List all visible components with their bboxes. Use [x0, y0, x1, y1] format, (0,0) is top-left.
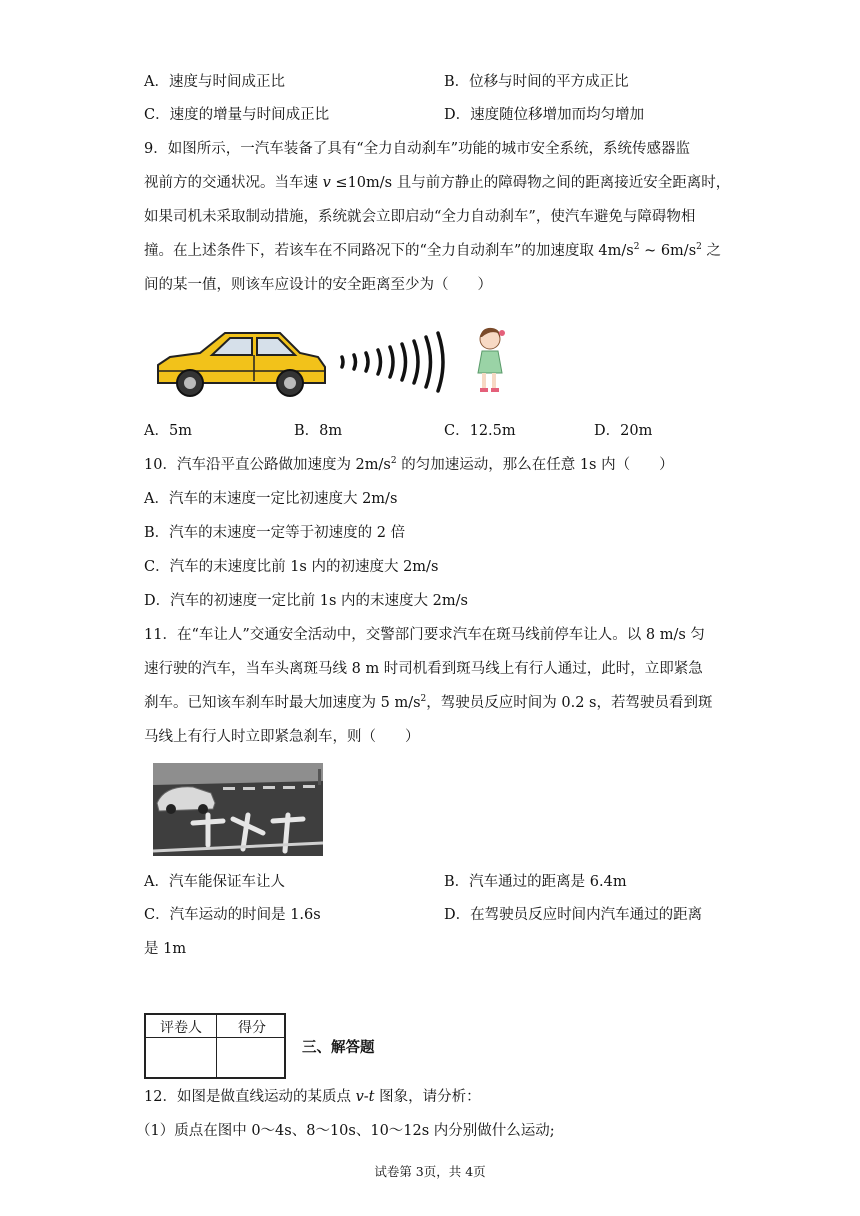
q9-stem-line5: 间的某一值，则该车应设计的安全距离至少为（ ）	[144, 277, 492, 293]
q10-option-d: D．汽车的初速度一定比前 1s 内的末速度大 2m/s	[144, 593, 468, 609]
girl-illustration	[468, 325, 510, 397]
reviewer-header: 评卷人	[160, 1020, 202, 1036]
q11-option-b: B．汽车通过的距离是 6.4m	[444, 874, 627, 890]
q11-option-d-continued: 是 1m	[144, 941, 187, 957]
q10-option-b: B．汽车的末速度一定等于初速度的 2 倍	[144, 525, 406, 541]
q9-option-d: D．20m	[594, 423, 653, 439]
q8-option-d: D．速度随位移增加而均匀增加	[444, 107, 645, 123]
q9-stem-line1: 9．如图所示，一汽车装备了具有“全力自动刹车”功能的城市安全系统，系统传感器监	[144, 141, 691, 157]
q11-option-a: A．汽车能保证车让人	[144, 874, 285, 890]
score-header: 得分	[238, 1020, 266, 1036]
q12-stem: 12．如图是做直线运动的某质点 v-t 图象，请分析：	[144, 1089, 481, 1105]
q11-option-d: D．在驾驶员反应时间内汽车通过的距离	[444, 907, 703, 923]
section-title: 三、解答题	[302, 1039, 375, 1056]
car-illustration	[150, 325, 330, 400]
score-table	[144, 1013, 286, 1079]
q9-stem-line2: 视前方的交通状况。当车速 v ≤10m/s 且与前方静止的障碍物之间的距离接近安全距离时，	[144, 175, 731, 191]
q9-option-a: A．5m	[144, 423, 192, 439]
q9-stem-line4: 撞。在上述条件下，若该车在不同路况下的“全力自动刹车”的加速度取 $4m/s^2$ ~ $6m/s^2$ 之	[144, 242, 721, 259]
q12-subquestion-1: （1）质点在图中 0～4s、8～10s、10～12s 内分别做什么运动;	[136, 1123, 555, 1139]
q10-option-c: C．汽车的末速度比前 1s 内的初速度大 2m/s	[144, 559, 439, 575]
q10-stem: 10．汽车沿平直公路做加速度为 $2m/s^2$ 的匀加速运动，那么在任意 1s 内（ ）	[144, 456, 674, 473]
crosswalk-photo	[153, 763, 323, 856]
q11-stem-line4: 马线上有行人时立即紧急刹车，则（ ）	[144, 729, 420, 745]
q11-stem-line2: 速行驶的汽车，当车头离斑马线 8 m 时司机看到斑马线上有行人通过，此时，立即紧急	[144, 661, 703, 677]
q11-stem-line1: 11．在“车让人”交通安全活动中，交警部门要求汽车在斑马线前停车让人。以 8 m/s 匀	[144, 627, 705, 643]
q9-stem-line3: 如果司机未采取制动措施，系统就会立即启动“全力自动刹车”，使汽车避免与障碍物相	[144, 209, 696, 225]
q11-option-c: C．汽车运动的时间是 1.6s	[144, 907, 321, 923]
q9-option-b: B．8m	[294, 423, 343, 439]
q8-option-a: A．速度与时间成正比	[144, 74, 285, 90]
q11-stem-line3: 刹车。已知该车刹车时最大加速度为 5 $m/s^2$，驾驶员反应时间为 0.2 s，若驾驶员看到斑	[144, 694, 713, 711]
q9-option-c: C．12.5m	[444, 423, 516, 439]
q8-option-b: B．位移与时间的平方成正比	[444, 74, 629, 90]
q10-option-a: A．汽车的末速度一定比初速度大 2m/s	[144, 491, 398, 507]
q8-option-c: C．速度的增量与时间成正比	[144, 107, 330, 123]
page-footer: 试卷第 3页，共 4页	[374, 1164, 486, 1179]
q9-figure	[150, 325, 510, 400]
sensor-waves-icon	[338, 325, 468, 400]
